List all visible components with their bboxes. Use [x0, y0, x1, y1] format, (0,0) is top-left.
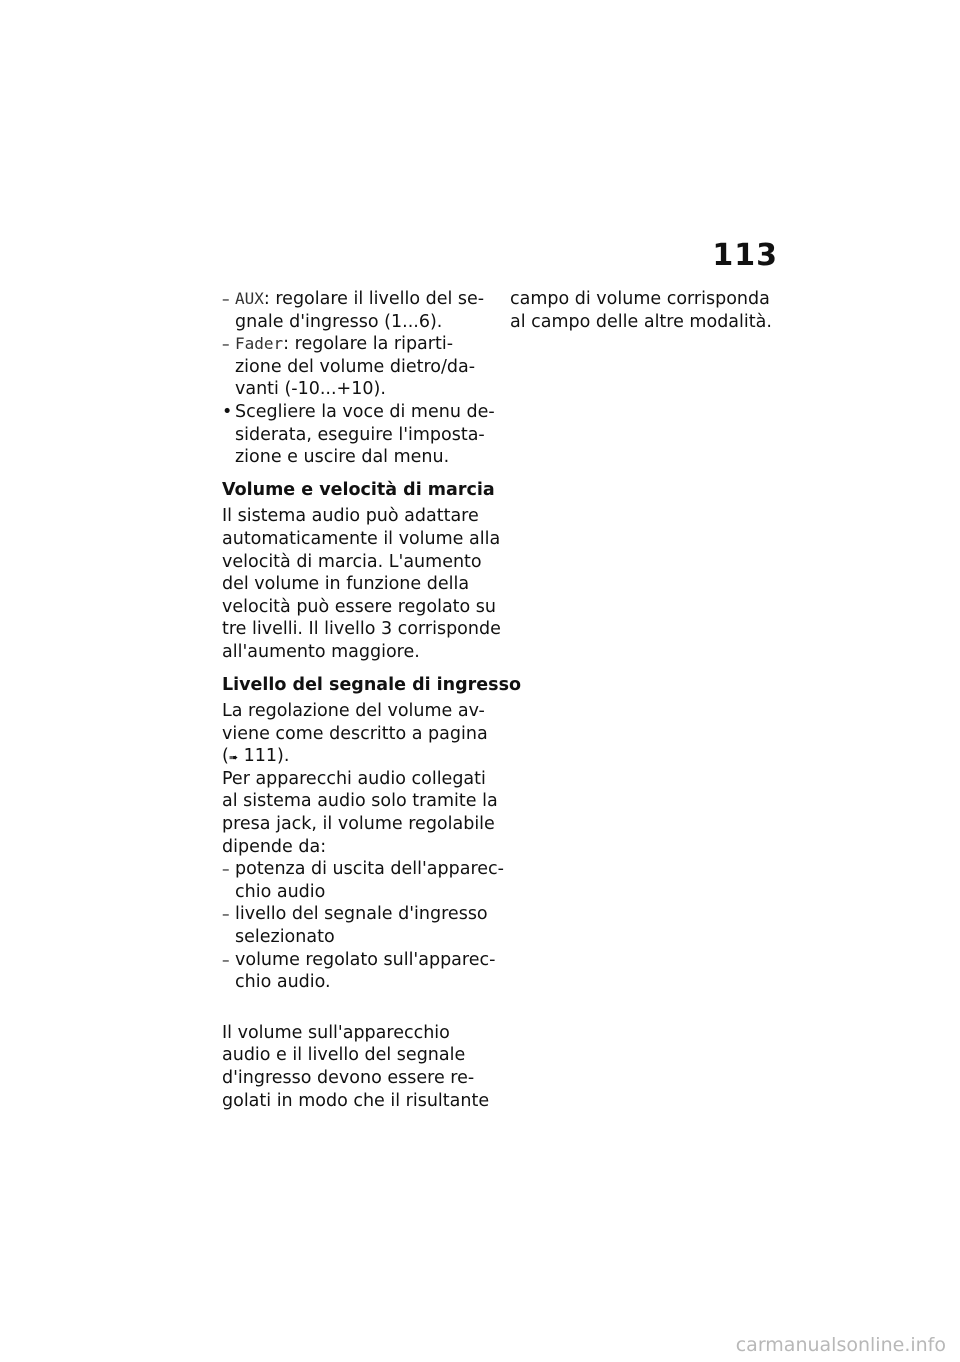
- arrow-right-icon: ➠: [228, 751, 239, 765]
- left-column: [222, 288, 522, 1112]
- page-number: 113: [712, 238, 778, 273]
- dash-marker: –: [222, 335, 230, 354]
- section-heading-volume-speed: Volume e velocità di marcia: [222, 479, 495, 500]
- keyword-fader: Fader: [235, 334, 284, 354]
- fader-text-1: : regolare la riparti-: [283, 334, 454, 355]
- fader-text-3: vanti (-10...+10).: [235, 379, 386, 400]
- dash-marker: –: [222, 950, 230, 969]
- bullet-text-3: zione e uscire dal menu.: [235, 447, 450, 468]
- bullet-marker: •: [222, 401, 233, 422]
- bullet-item: [222, 401, 497, 469]
- paragraph-volume-speed: Il sistema audio può adattare automaticamente il volume alla velocità di marcia. L'aumento del volume in funzione della velocità può essere regolato su tre livelli. Il livello 3 corrisponde all'aumento maggiore.: [222, 506, 501, 662]
- spacer: [222, 994, 497, 1022]
- right-column: campo di volume corrisponda al campo delle altre modalità.: [510, 289, 772, 332]
- dash-marker: –: [222, 290, 230, 308]
- list-item: – livello del segnale d'ingresso selezionato: [222, 904, 488, 948]
- paragraph-jack: Per apparecchi audio collegati al sistema audio solo tramite la presa jack, il volume regolabile dipende da:: [222, 768, 498, 857]
- section-heading-input-level: Livello del segnale di ingresso: [222, 674, 522, 695]
- keyword-aux: AUX: [235, 289, 264, 308]
- watermark: carmanualsonline.info: [735, 1334, 946, 1356]
- list-item-fader: [222, 333, 497, 401]
- bullet-text-2: siderata, eseguire l'imposta-: [235, 424, 485, 445]
- aux-text-1: : regolare il livello del se-: [263, 289, 485, 309]
- bullet-text-1: Scegliere la voce di menu de-: [235, 401, 495, 422]
- list-item: – volume regolato sull'apparec- chio audio.: [222, 949, 496, 993]
- paragraph-closing: Il volume sull'apparecchio audio e il livello del segnale d'ingresso devono essere re- golati in modo che il risultante: [222, 1022, 490, 1111]
- aux-text-2: gnale d'ingresso (1...6).: [235, 311, 443, 332]
- page-reference[interactable]: (➠ 111).: [222, 746, 290, 767]
- fader-text-2: zione del volume dietro/da-: [235, 356, 476, 377]
- list-item: – potenza di uscita dell'apparec- chio audio: [222, 859, 504, 902]
- dash-marker: –: [222, 860, 230, 879]
- dash-marker: –: [222, 905, 230, 924]
- list-item-aux: [222, 288, 497, 333]
- paragraph-input-level-intro: La regolazione del volume av- viene come descritto a pagina (➠ 111).: [222, 700, 497, 768]
